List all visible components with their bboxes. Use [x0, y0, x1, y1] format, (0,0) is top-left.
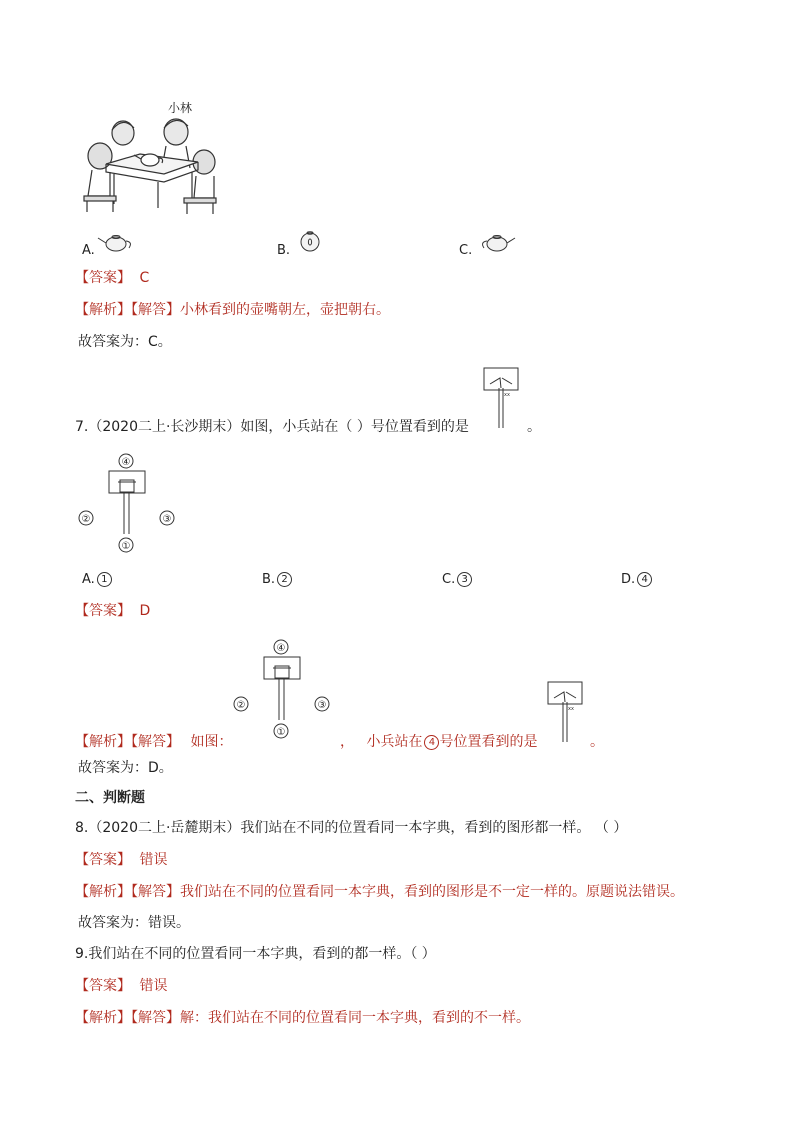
figure-label: 小林 [168, 101, 193, 115]
q7-option-d [621, 572, 652, 587]
svg-text:xx: xx [504, 392, 510, 398]
analysis-text: 我们站在不同的位置看同一本字典，看到的图形是不一定一样的。原题说法错误。 [180, 884, 684, 900]
q6-option-a [82, 243, 95, 258]
q7-stem [75, 417, 469, 437]
analysis-position-3: ③ [317, 700, 327, 711]
q8-conclusion: 故答案为：错误。 [78, 915, 190, 931]
analysis-mid: 小兵站在 [366, 734, 423, 750]
analysis-position-4: ④ [276, 643, 286, 654]
q9-stem: 9.我们站在不同的位置看同一本字典，看到的都一样。（ ） [75, 946, 436, 962]
basketball-hoop-figure [76, 452, 186, 556]
answer-tag: 【答案】 [75, 852, 131, 868]
analysis-prefix: 如图： [190, 734, 233, 750]
q7-stem-prefix: 7.（2020二上·长沙期末）如图，小兵站在（ ）号位置看到的是 [75, 419, 469, 435]
analysis-tag: 【解析】【解答】 [75, 1010, 180, 1026]
q7-conclusion: 故答案为：D。 [78, 760, 173, 776]
q9-answer [75, 976, 167, 996]
position-1-label: ① [121, 541, 131, 552]
analysis-position-2: ② [236, 700, 246, 711]
q6-option-c-letter: C. [459, 243, 473, 258]
analysis-text: 小林看到的壶嘴朝左，壶把朝右。 [180, 302, 390, 318]
analysis-comma: ， [340, 734, 354, 750]
teapot-spout-right-icon [477, 230, 517, 254]
children-table-figure [78, 98, 228, 216]
option-letter: C. [442, 572, 456, 587]
analysis-end: 。 [590, 734, 604, 750]
q7-analysis-start [75, 732, 232, 752]
answer-value: D [139, 603, 151, 619]
q6-answer [75, 268, 149, 288]
answer-value: 错误 [139, 852, 168, 868]
q7-answer [75, 601, 150, 621]
q7-option-c [442, 572, 472, 587]
answer-value: 错误 [139, 978, 168, 994]
svg-text:xx: xx [568, 706, 574, 712]
option-letter: A. [82, 572, 95, 587]
answer-tag: 【答案】 [75, 603, 131, 619]
analysis-text: 解：我们站在不同的位置看同一本字典，看到的不一样。 [180, 1010, 530, 1026]
teapot-spout-left-icon [96, 230, 136, 254]
analysis-hoop-figure [228, 638, 338, 742]
teapot-front-icon [297, 228, 323, 254]
option-circled-mark: 4 [637, 572, 652, 587]
q6-option-c [459, 243, 472, 258]
hoop-back-view-icon [480, 366, 522, 430]
option-letter: B. [262, 572, 276, 587]
option-circled-mark: 1 [97, 572, 112, 587]
analysis-hoop-back-view-icon [544, 680, 586, 744]
analysis-suffix: 号位置看到的是 [439, 734, 538, 750]
q7-option-b [262, 572, 292, 587]
q7-analysis-rest [340, 732, 537, 752]
analysis-tag: 【解析】【解答】 [75, 884, 180, 900]
q6-analysis [75, 300, 390, 320]
analysis-tag: 【解析】【解答】 [75, 734, 180, 750]
q7-option-a [82, 572, 112, 587]
option-circled-mark: 3 [457, 572, 472, 587]
q6-option-a-letter: A. [82, 243, 95, 258]
position-3-label: ③ [162, 514, 172, 525]
option-letter: D. [621, 572, 636, 587]
q6-option-b-letter: B. [277, 243, 291, 258]
q6-option-b [277, 243, 290, 258]
answer-value: C [139, 270, 150, 286]
position-2-label: ② [81, 514, 91, 525]
analysis-tag: 【解析】【解答】 [75, 302, 180, 318]
q6-conclusion: 故答案为：C。 [78, 334, 172, 350]
option-circled-mark: 2 [277, 572, 292, 587]
q8-answer [75, 850, 167, 870]
analysis-position-1: ① [276, 727, 286, 738]
q8-analysis [75, 882, 684, 902]
answer-tag: 【答案】 [75, 978, 131, 994]
children-table-illustration [78, 98, 228, 216]
section-title: 二、判断题 [75, 790, 145, 806]
q7-stem-end: 。 [527, 419, 541, 435]
q8-stem: 8.（2020二上·岳麓期末）我们站在不同的位置看同一本字典，看到的图形都一样。 （ ） [75, 820, 628, 836]
q9-analysis [75, 1008, 530, 1028]
answer-tag: 【答案】 [75, 270, 131, 286]
analysis-circled-mark: 4 [424, 735, 439, 750]
position-4-label: ④ [121, 457, 131, 468]
